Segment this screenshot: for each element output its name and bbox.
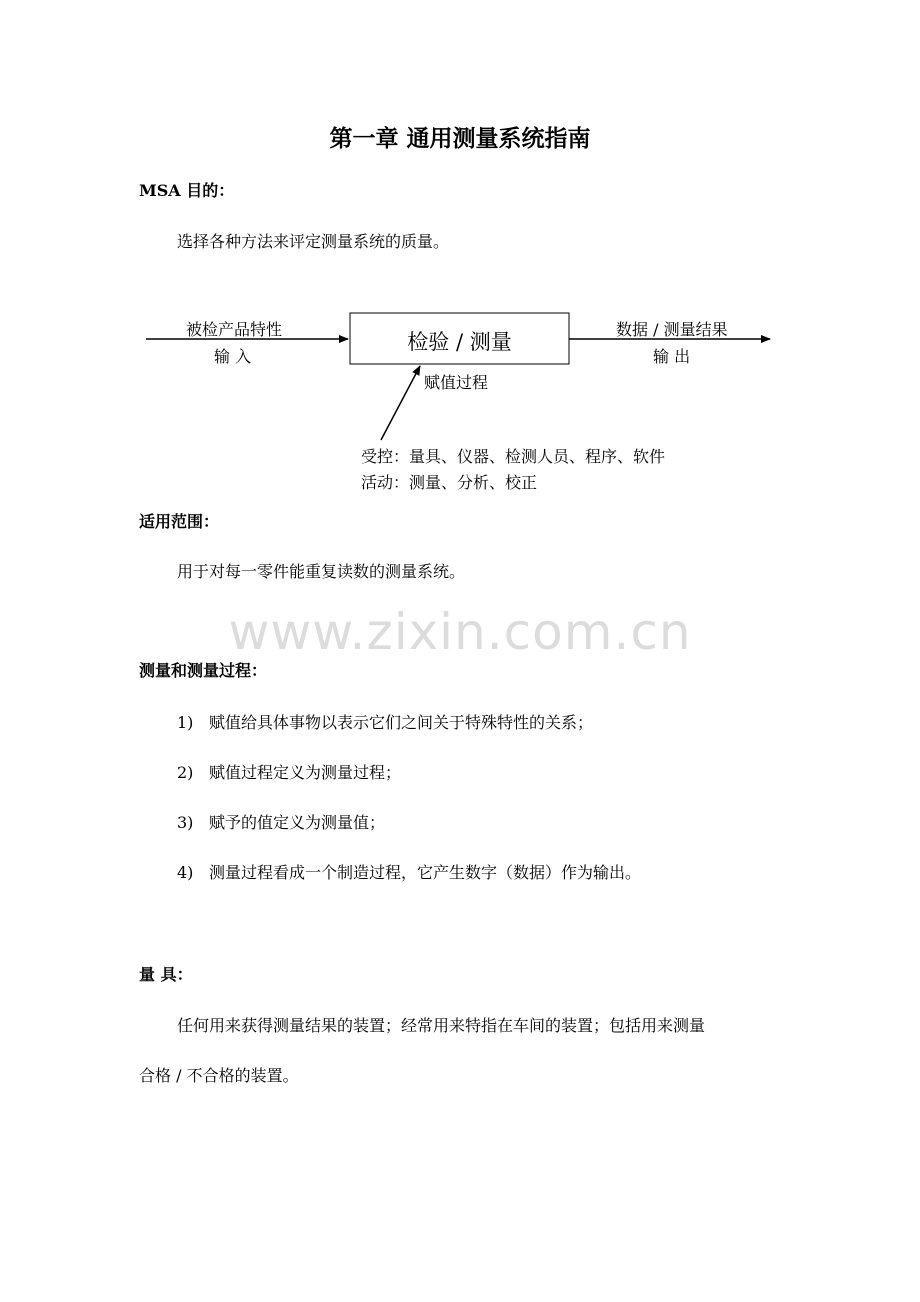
list-item-text: 测量过程看成一个制造过程，它产生数字（数据）作为输出。	[209, 863, 642, 882]
list-item-text: 赋值给具体事物以表示它们之间关于特殊特性的关系；	[209, 713, 594, 732]
output-label-bottom: 输 出	[653, 347, 691, 366]
list-item-number: 4)	[177, 863, 194, 882]
list-item	[177, 760, 401, 783]
list-item-number: 2)	[177, 763, 194, 782]
scope-heading: 适用范围：	[139, 512, 220, 531]
process-heading: 测量和测量过程：	[139, 661, 268, 680]
gauge-text-line-1: 任何用来获得测量结果的装置；经常用来特指在车间的装置；包括用来测量	[177, 1016, 706, 1035]
list-item-text: 赋值过程定义为测量过程；	[209, 763, 402, 782]
controlled-line-2: 活动：测量、分析、校正	[361, 473, 538, 492]
list-item-number: 3)	[177, 813, 194, 832]
list-item-text: 赋予的值定义为测量值；	[209, 813, 386, 832]
list-item-number: 1)	[177, 713, 194, 732]
watermark: www.zixin.com.cn	[228, 603, 692, 661]
gauge-text-line-2: 合格 / 不合格的装置。	[139, 1066, 299, 1085]
process-label: 赋值过程	[424, 373, 489, 392]
scope-text: 用于对每一零件能重复读数的测量系统。	[177, 562, 466, 581]
list-item	[177, 860, 641, 883]
list-item	[177, 810, 385, 833]
output-label-top: 数据 / 测量结果	[616, 320, 728, 339]
gauge-heading: 量 具：	[139, 965, 193, 984]
msa-purpose-heading: MSA 目的：	[139, 181, 235, 200]
control-arrow	[381, 366, 420, 440]
inspection-box-label: 检验 / 测量	[407, 330, 512, 354]
input-label-top: 被检产品特性	[186, 320, 283, 339]
list-item	[177, 710, 593, 733]
input-label-bottom: 输 入	[214, 347, 252, 366]
msa-purpose-text: 选择各种方法来评定测量系统的质量。	[177, 232, 450, 251]
controlled-line-1: 受控：量具、仪器、检测人员、程序、软件	[361, 447, 666, 466]
page-title: 第一章 通用测量系统指南	[329, 125, 591, 152]
